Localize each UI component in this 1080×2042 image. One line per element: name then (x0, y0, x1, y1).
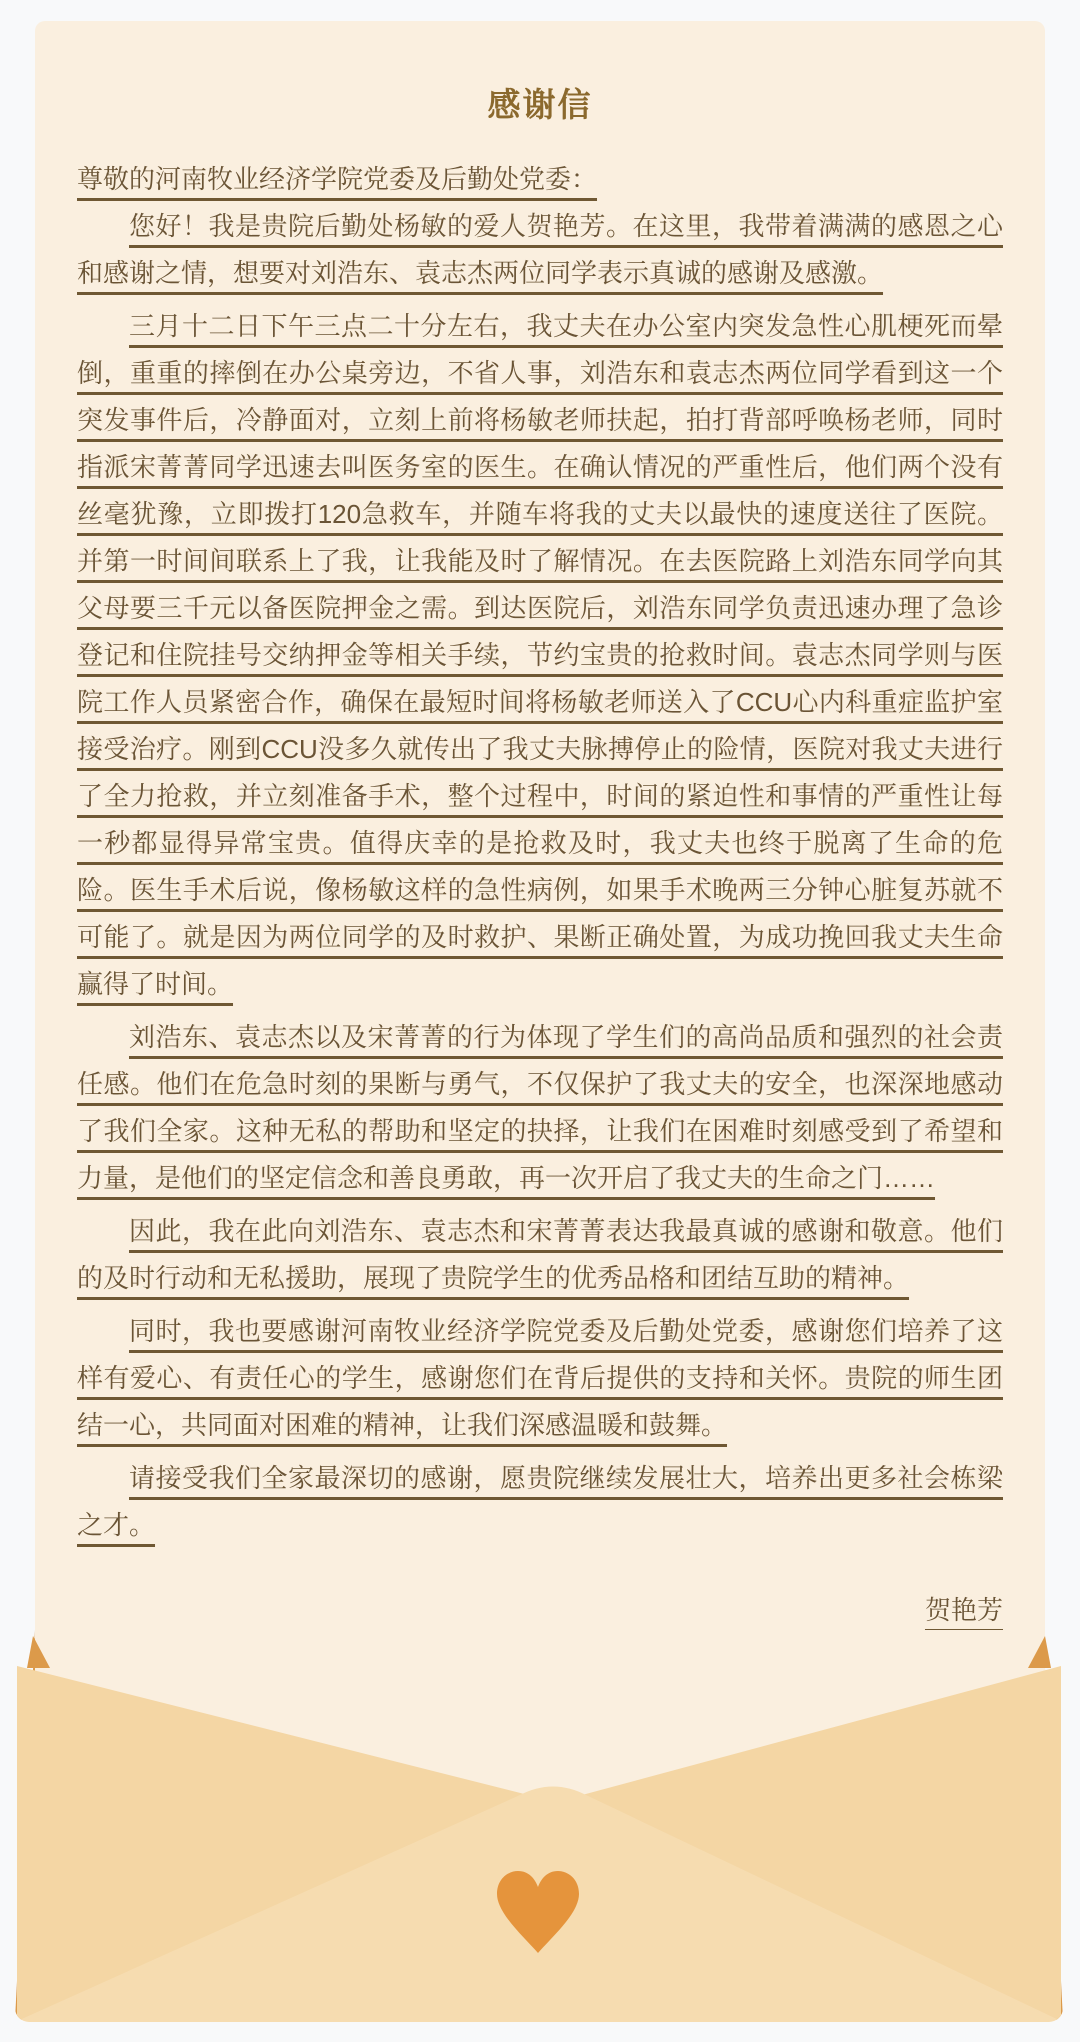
letter-paragraph: 请接受我们全家最深切的感谢，愿贵院继续发展壮大，培养出更多社会栋梁之才。 (77, 1463, 1003, 1540)
letter-paragraph: 因此，我在此向刘浩东、袁志杰和宋菁菁表达我最真诚的感谢和敬意。他们的及时行动和无私援助，展现了贵院学生的优秀品格和团结互助的精神。 (77, 1216, 1003, 1293)
letter-title: 感谢信 (487, 86, 593, 123)
letter-paragraph: 同时，我也要感谢河南牧业经济学院党委及后勤处党委，感谢您们培养了这样有爱心、有责任心的学生，感谢您们在背后提供的支持和关怀。贵院的师生团结一心，共同面对困难的精神，让我们深感温暖和鼓舞。 (77, 1316, 1003, 1440)
letter-paragraph: 刘浩东、袁志杰以及宋菁菁的行为体现了学生们的高尚品质和强烈的社会责任感。他们在危急时刻的果断与勇气，不仅保护了我丈夫的安全，也深深地感动了我们全家。这种无私的帮助和坚定的抉择，让我们在困难时刻感受到了希望和力量，是他们的坚定信念和善良勇敢，再一次开启了我丈夫的生命之门…… (77, 1022, 1003, 1193)
letter-paragraph: 三月十二日下午三点二十分左右，我丈夫在办公室内突发急性心肌梗死而晕倒，重重的摔倒在办公桌旁边，不省人事，刘浩东和袁志杰两位同学看到这一个突发事件后，冷静面对，立刻上前将杨敏老师扶起，拍打背部呼唤杨老师，同时指派宋菁菁同学迅速去叫医务室的医生。在确认情况的严重性后，他们两个没有丝毫犹豫，立即拨打120急救车，并随车将我的丈夫以最快的速度送往了医院。并第一时间间联系上了我，让我能及时了解情况。在去医院路上刘浩东同学向其父母要三千元以备医院押金之需。到达医院后，刘浩东同学负责迅速办理了急诊登记和住院挂号交纳押金等相关手续，节约宝贵的抢救时间。袁志杰同学则与医院工作人员紧密合作，确保在最短时间将杨敏老师送入了CCU心内科重症监护室接受治疗。刚到CCU没多久就传出了我丈夫脉搏停止的险情，医院对我丈夫进行了全力抢救，并立刻准备手术，整个过程中，时间的紧迫性和事情的严重性让每一秒都显得异常宝贵。值得庆幸的是抢救及时，我丈夫也终于脱离了生命的危险。医生手术后说，像杨敏这样的急性病例，如果手术晚两三分钟心脏复苏就不可能了。就是因为两位同学的及时救护、果断正确处置，为成功挽回我丈夫生命赢得了时间。 (77, 311, 1003, 999)
envelope-illustration (15, 1630, 1063, 2022)
signature-name: 贺艳芳 (924, 1595, 1003, 1625)
letter-card (35, 21, 1045, 1630)
envelope-svg (15, 1630, 1063, 2022)
letter-body (77, 156, 1003, 1681)
letter-salutation: 尊敬的河南牧业经济学院党委及后勤处党委： (77, 164, 598, 194)
letter-paragraph: 您好！我是贵院后勤处杨敏的爱人贺艳芳。在这里，我带着满满的感恩之心和感谢之情，想要对刘浩东、袁志杰两位同学表示真诚的感谢及感激。 (77, 211, 1003, 288)
